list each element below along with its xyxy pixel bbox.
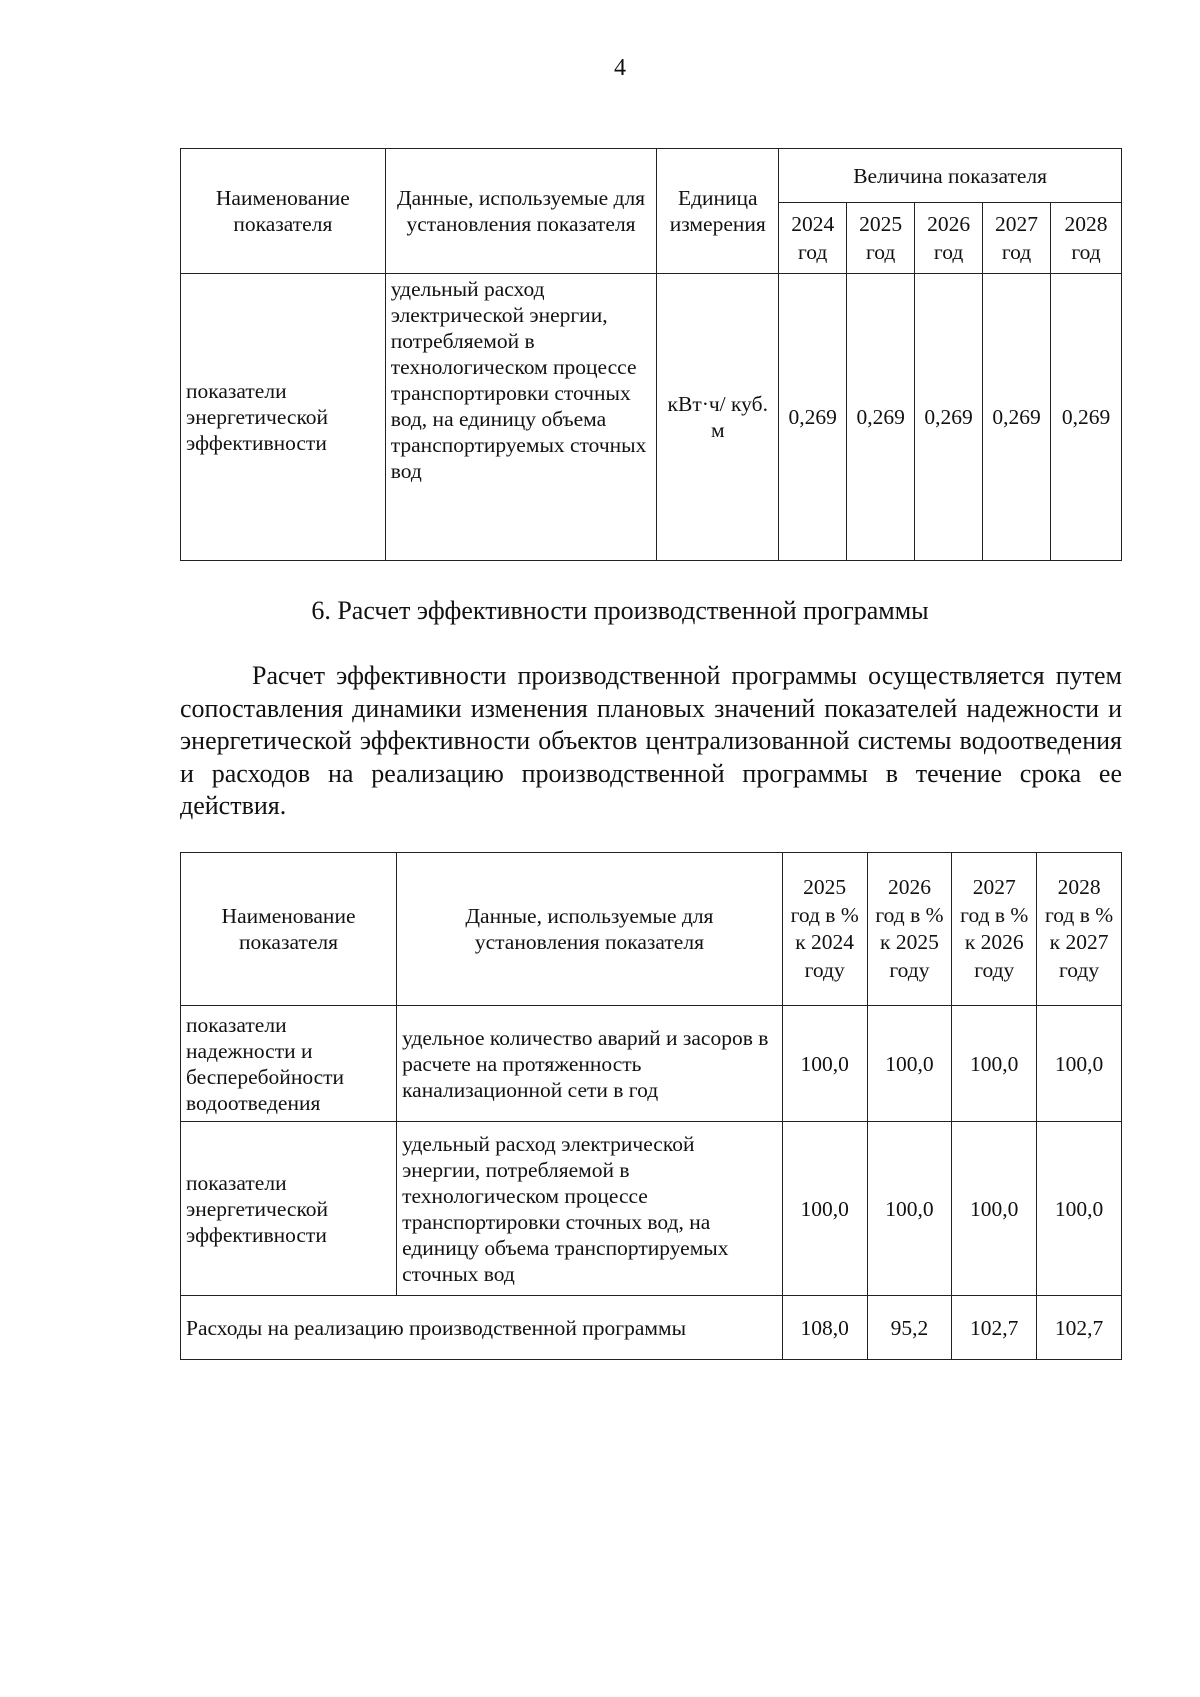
expenses-label-cell: Расходы на реализацию производственной программы (181, 1296, 783, 1360)
value-cell: 100,0 (782, 1122, 867, 1296)
value-cell: 0,269 (847, 274, 915, 561)
header-year-ratio: 2028 год в % к 2027 году (1037, 853, 1122, 1006)
value-cell: 100,0 (867, 1122, 952, 1296)
value-cell: 0,269 (779, 274, 847, 561)
value-cell: 100,0 (952, 1122, 1037, 1296)
expenses-value-cell: 95,2 (867, 1296, 952, 1360)
value-cell: 0,269 (915, 274, 983, 561)
indicator-data-cell: удельное количество аварий и засоров в расчете на протяженность канализационной сети в год (397, 1006, 783, 1122)
efficiency-calculation-table (180, 852, 1122, 1360)
value-cell: 100,0 (867, 1006, 952, 1122)
value-cell: 100,0 (952, 1006, 1037, 1122)
page-number: 4 (614, 55, 626, 81)
header-year-ratio: 2027 год в % к 2026 году (952, 853, 1037, 1006)
indicator-data-cell: удельный расход электрической энергии, потребляемой в технологическом процессе транспортировки сточных вод, на единицу объема транспортируемых сточных вод (397, 1122, 783, 1296)
value-cell: 0,269 (983, 274, 1051, 561)
expenses-value-cell: 102,7 (1037, 1296, 1122, 1360)
indicator-name-cell: показатели надежности и бесперебойности водоотведения (181, 1006, 397, 1122)
header-unit: Единица измерения (657, 149, 779, 274)
header-year-ratio: 2025 год в % к 2024 году (782, 853, 867, 1006)
value-cell: 100,0 (1037, 1006, 1122, 1122)
header-indicator-data: Данные, используемые для установления показателя (397, 853, 783, 1006)
header-indicator-name: Наименование показателя (181, 853, 397, 1006)
indicator-data-cell: удельный расход электрической энергии, потребляемой в технологическом процессе транспортировки сточных вод, на единицу объема транспортируемых сточных вод (385, 274, 657, 561)
indicator-name-cell: показатели энергетической эффективности (181, 274, 386, 561)
header-indicator-data: Данные, используемые для установления показателя (385, 149, 657, 274)
header-year: 2026 год (915, 203, 983, 274)
header-year: 2024 год (779, 203, 847, 274)
expenses-value-cell: 108,0 (782, 1296, 867, 1360)
indicator-name-cell: показатели энергетической эффективности (181, 1122, 397, 1296)
header-value-group: Величина показателя (779, 149, 1122, 203)
value-cell: 100,0 (782, 1006, 867, 1122)
header-year-ratio: 2026 год в % к 2025 году (867, 853, 952, 1006)
header-indicator-name: Наименование показателя (181, 149, 386, 274)
indicator-values-table (180, 148, 1122, 561)
body-paragraph: Расчет эффективности производственной программы осуществляется путем сопоставления динамики изменения плановых значений показателей надежности и энергетической эффективности объектов централизованной системы водоотведения и расходов на реализацию производственной программы в течение срока ее действия. (180, 661, 1122, 820)
header-year: 2025 год (847, 203, 915, 274)
value-cell: 0,269 (1051, 274, 1122, 561)
value-cell: 100,0 (1037, 1122, 1122, 1296)
expenses-value-cell: 102,7 (952, 1296, 1037, 1360)
section-heading: 6. Расчет эффективности производственной программы (311, 596, 929, 625)
unit-cell: кВт·ч/ куб. м (657, 274, 779, 561)
header-year: 2027 год (983, 203, 1051, 274)
header-year: 2028 год (1051, 203, 1122, 274)
